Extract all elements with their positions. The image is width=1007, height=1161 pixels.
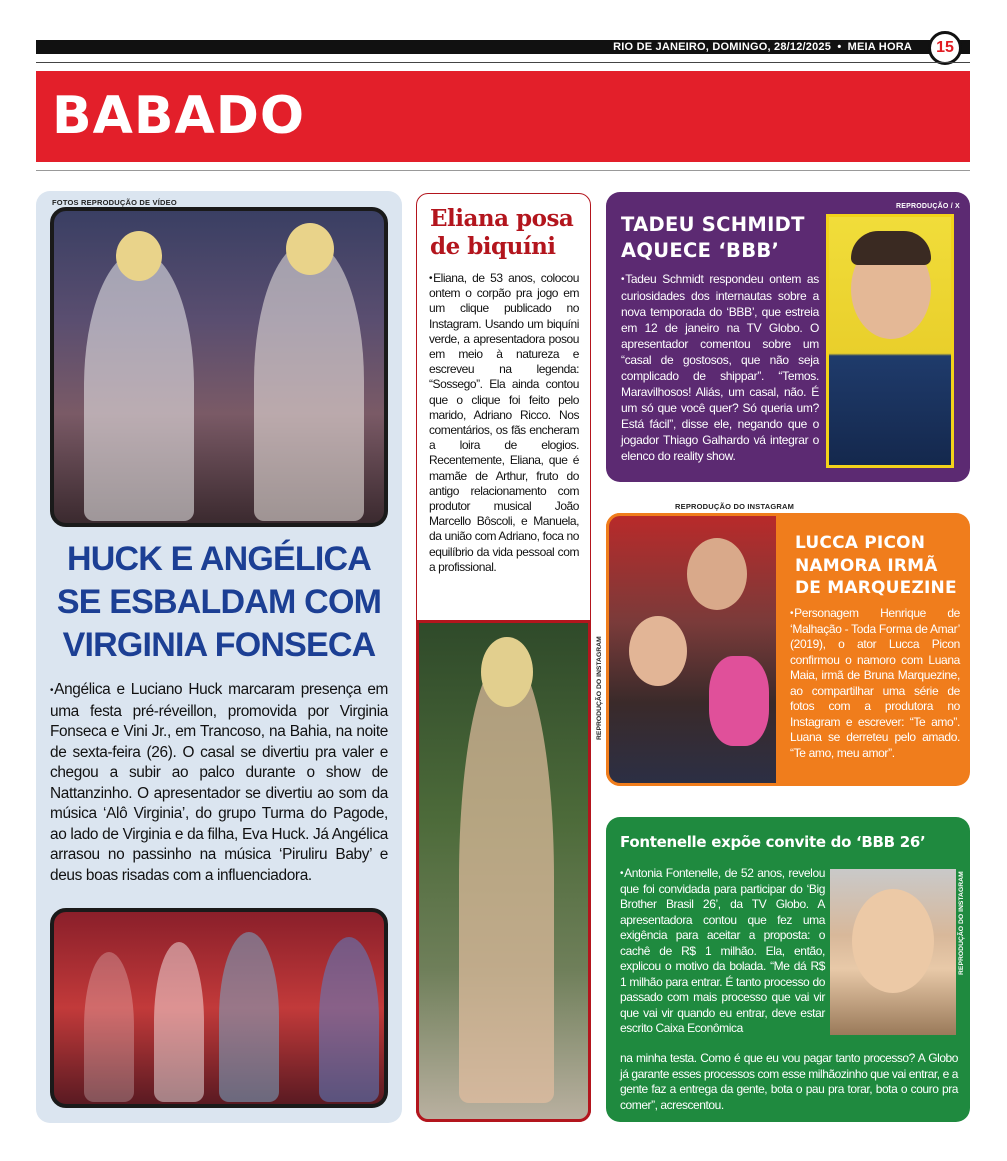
eliana-headline: Eliana posa de biquíni <box>430 205 574 260</box>
fontenelle-face <box>852 889 934 993</box>
bullet-icon: • <box>621 274 625 285</box>
lucca-photo-credit: REPRODUÇÃO DO INSTAGRAM <box>675 502 795 511</box>
huck-body <box>50 680 388 886</box>
page-number: 15 <box>928 31 962 65</box>
fontenelle-photo-credit: REPRODUÇÃO DO INSTAGRAM <box>958 871 965 975</box>
section-title: BABADO <box>52 86 306 146</box>
huck-main-photo <box>50 207 388 527</box>
huck-photo-credit: FOTOS REPRODUÇÃO DE VÍDEO <box>52 198 177 207</box>
stage-figure-2 <box>154 942 204 1102</box>
tadeu-hair <box>851 231 931 265</box>
dancer-figure-left <box>84 251 194 521</box>
eliana-photo <box>416 620 591 1122</box>
eliana-figure <box>459 653 554 1103</box>
banner-rule <box>36 170 970 171</box>
eliana-body-text: Eliana, de 53 anos, colocou ontem o corpão pra jogo em um clique publicado no Instagram. Usando um biquíni verde, a apresentadora posou em meio à natureza e escreveu na legenda: “Sossego”. Ela ainda contou que o clique foi feito pelo marido, Adriano Ricco. Nos comentários, os fãs encheram a loira de elogios. Recentemente, Eliana, que é mamãe de Arthur, fruto do antigo relacionamento com produtor musical João Marcello Bôscoli, e Manuela, da união com Adriano, foca no equilíbrio da vida pessoal com a profissional. <box>429 271 579 574</box>
dateline-separator: • <box>837 41 842 53</box>
bullet-icon: • <box>50 685 54 696</box>
luana-face <box>629 616 687 686</box>
bullet-icon: • <box>790 608 794 619</box>
tadeu-photo-credit: REPRODUÇÃO / X <box>896 203 960 210</box>
blonde-hair-right <box>286 223 334 275</box>
huck-stage-photo <box>50 908 388 1108</box>
lucca-photo <box>606 513 779 786</box>
fontenelle-body-top <box>620 866 825 1037</box>
blonde-hair-left <box>116 231 162 281</box>
bullet-icon: • <box>429 273 433 284</box>
fontenelle-body-top-text: Antonia Fontenelle, de 52 anos, revelou que foi convidada para participar do ‘Big Brother Brasil 26’, da TV Globo. A apresentadora contou que fez uma exigência para aceitar a proposta: o cachê de R$ 1 milhão. Ela, então, explicou o motivo da bolada. “Me dá R$ 1 milhão para entrar. É tanto processo do passado com mais processo que vai vir que vai vir quando eu entrar, deve estar escrito Caixa Econômica <box>620 866 825 1035</box>
tadeu-headline: TADEU SCHMIDT AQUECE ‘BBB’ <box>621 213 805 262</box>
eliana-hair <box>481 637 533 707</box>
fontenelle-body-bottom: na minha testa. Como é que eu vou pagar tanto processo? A Globo já garante esses processos com esse milhãozinho que vai entrar, e a gente faz a entrega da gente, bota o pau pra torar, bota o couro pra comer”, acrescentou. <box>620 1051 958 1112</box>
huck-body-text: Angélica e Luciano Huck marcaram presença em uma festa pré-réveillon, promovida por Virginia Fonseca e Vini Jr., em Trancoso, na Bahia, na noite de sexta-feira (26). O casal se divertiu pra valer e chegou a subir ao palco durante o show de Nattanzinho. O apresentador se divertiu ao som da música ‘Alô Virginia’, do grupo Turma do Pagode, ao lado de Virginia e da filha, Eva Huck. Já Angélica arrasou no passinho na música ‘Piruliru Baby’ e deus boas risadas com a influenciadora. <box>50 681 388 884</box>
dateline: RIO DE JANEIRO, DOMINGO, 28/12/2025 <box>613 41 832 53</box>
header-rule <box>36 62 970 63</box>
dateline-bar <box>613 40 912 54</box>
section-banner <box>36 71 970 162</box>
lucca-face <box>687 538 747 610</box>
dancer-figure-right <box>254 241 364 521</box>
bullet-icon: • <box>620 868 624 879</box>
fontenelle-headline: Fontenelle expõe convite do ‘BBB 26’ <box>620 833 926 851</box>
lucca-body-text: Personagem Henrique de ‘Malhação - Toda Forma de Amar’ (2019), o ator Lucca Picon confirmou o namoro com Luana Maia, irmã de Bruna Marquezine, ao compartilhar uma série de fotos com a produtora no Instagram e escrever: “Te amo”. Luana se derreteu pelo amado. “Te amo, meu amor”. <box>790 606 960 760</box>
tadeu-body-text: Tadeu Schmidt respondeu ontem as curiosidades dos internautas sobre a nova temporada do ‘BBB’, que estreia em 12 de janeiro na TV Globo. O apresentador comentou sobre um “casal de gostosos, que não seja complicado de shippar”. “Temos. Maravilhosos! Aliás, um casal, não. É um só que você quer? Só queria um? Está fácil”, disse ele, negando que o jogador Thiago Galhardo vá integrar o elenco do reality show. <box>621 272 819 463</box>
lucca-headline: LUCCA PICON NAMORA IRMÃ DE MARQUEZINE <box>795 533 957 598</box>
lucca-body <box>790 606 960 761</box>
eliana-photo-credit: REPRODUÇÃO DO INSTAGRAM <box>596 636 603 740</box>
stage-figure-4 <box>319 937 379 1102</box>
tadeu-photo <box>826 214 954 468</box>
stage-figure-1 <box>84 952 134 1102</box>
publication-name: MEIA HORA <box>847 41 912 53</box>
stage-figure-3 <box>219 932 279 1102</box>
tadeu-body <box>621 271 819 464</box>
flower-bouquet <box>709 656 769 746</box>
eliana-body <box>429 271 579 575</box>
fontenelle-photo <box>830 869 956 1035</box>
top-bar <box>36 40 970 54</box>
huck-headline: HUCK E ANGÉLICA SE ESBALDAM COM VIRGINIA FONSECA <box>56 540 382 664</box>
